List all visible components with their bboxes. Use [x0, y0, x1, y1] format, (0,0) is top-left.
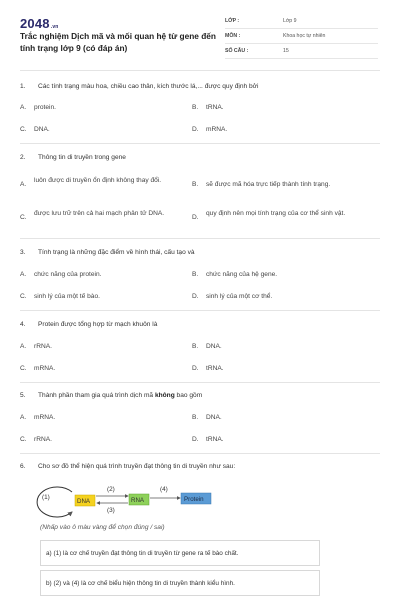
- option-a[interactable]: [20, 103, 170, 112]
- option-label: D.: [192, 365, 199, 372]
- option-b[interactable]: [192, 180, 360, 189]
- option-b[interactable]: [192, 270, 360, 279]
- meta-table: [225, 14, 378, 59]
- question-text: [20, 320, 380, 329]
- option-text: mRNA.: [34, 414, 56, 421]
- option-c[interactable]: [20, 435, 170, 444]
- question-6: [20, 462, 380, 471]
- option-d[interactable]: [192, 125, 360, 134]
- option-text: tRNA.: [206, 436, 224, 443]
- option-label: C.: [20, 365, 27, 372]
- option-label: B.: [192, 414, 199, 421]
- option-label: A.: [20, 104, 27, 111]
- question-4: [20, 320, 380, 329]
- option-label: C.: [20, 436, 27, 443]
- option-c[interactable]: [20, 364, 170, 373]
- option-label: B.: [192, 104, 199, 111]
- node-rna-label: RNA: [131, 497, 145, 504]
- option-text: sinh lý của một tế bào.: [34, 293, 100, 300]
- node-protein-label: Protein: [184, 496, 204, 503]
- meta-row-grade: [225, 14, 378, 29]
- option-b[interactable]: [192, 103, 360, 112]
- meta-row-subject: [225, 29, 378, 44]
- meta-value: Lớp 9: [283, 18, 297, 24]
- question-text: [20, 248, 380, 257]
- option-text: rRNA.: [34, 436, 52, 443]
- label-2: (2): [107, 486, 115, 493]
- statement-a[interactable]: [40, 540, 320, 566]
- question-divider: [20, 310, 380, 311]
- question-stem: Các tính trạng màu hoa, chiều cao thân, kích thước lá,... được quy định bởi: [38, 83, 259, 90]
- header-divider: [20, 70, 380, 71]
- option-text: sinh lý của một cơ thể.: [206, 293, 273, 300]
- label-3: (3): [107, 507, 115, 514]
- stem-part: bao gồm: [174, 392, 203, 399]
- option-label: D.: [192, 293, 199, 300]
- logo-main: 2048: [20, 16, 50, 31]
- option-d[interactable]: [192, 209, 360, 221]
- question-number: 4.: [20, 321, 26, 328]
- question-divider: [20, 453, 380, 454]
- genetic-flow-diagram: [20, 474, 380, 524]
- option-text: sẽ được mã hóa trực tiếp thành tính trạng.: [206, 181, 331, 188]
- option-label: B.: [192, 271, 199, 278]
- meta-value: Khoa học tự nhiên: [283, 33, 326, 39]
- stem-emphasis: không: [154, 392, 175, 399]
- option-text: DNA.: [206, 343, 222, 350]
- option-d[interactable]: [192, 292, 360, 301]
- meta-key: MÔN :: [225, 33, 241, 39]
- meta-value: 15: [283, 48, 289, 54]
- question-divider: [20, 143, 380, 144]
- question-2: [20, 153, 380, 162]
- option-a[interactable]: [20, 176, 170, 188]
- question-stem: Cho sơ đồ thể hiện quá trình truyền đạt thông tin di truyền như sau:: [38, 463, 236, 470]
- question-number: 2.: [20, 154, 26, 161]
- question-divider: [20, 382, 380, 383]
- question-text: [20, 153, 380, 162]
- option-c[interactable]: [20, 292, 170, 301]
- option-label: C.: [20, 126, 27, 133]
- option-label: B.: [192, 181, 199, 188]
- option-text: tRNA.: [206, 104, 224, 111]
- option-text: mRNA.: [206, 126, 228, 133]
- option-label: C.: [20, 293, 27, 300]
- question-3: [20, 248, 380, 257]
- option-text: chức năng của hệ gene.: [206, 271, 278, 278]
- meta-key: LỚP :: [225, 18, 240, 24]
- statement-b[interactable]: [40, 570, 320, 596]
- question-5: [20, 391, 380, 400]
- option-a[interactable]: [20, 342, 170, 351]
- option-label: A.: [20, 181, 27, 188]
- meta-key: SỐ CÂU :: [225, 48, 249, 54]
- question-text: [20, 391, 380, 400]
- question-1: [20, 82, 380, 91]
- label-4: (4): [160, 486, 168, 493]
- page-header: [0, 0, 400, 78]
- option-text: protein.: [34, 104, 56, 111]
- question-stem: Thông tin di truyền trong gene: [38, 154, 126, 161]
- option-label: D.: [192, 126, 199, 133]
- option-label: D.: [192, 436, 199, 443]
- option-c[interactable]: [20, 125, 170, 134]
- label-1: (1): [42, 494, 50, 501]
- node-dna-label: DNA: [77, 498, 91, 505]
- question-number: 5.: [20, 392, 26, 399]
- option-label: C.: [20, 214, 27, 221]
- option-text: rRNA.: [34, 343, 52, 350]
- logo-suffix: .vn: [50, 24, 59, 30]
- option-text: được lưu trữ trên cả hai mạch phân tử DNA.: [34, 210, 165, 217]
- instruction-hint: (Nhấp vào ô màu vàng để chọn đúng / sai): [40, 524, 165, 531]
- option-d[interactable]: [192, 364, 360, 373]
- question-stem: Protein được tổng hợp từ mạch khuôn là: [38, 321, 158, 328]
- option-text: quy định nên mọi tính trạng của cơ thể sinh vật.: [206, 210, 346, 217]
- question-stem: Tính trạng là những đặc điểm về hình thái, cấu tạo và: [38, 249, 195, 256]
- option-label: B.: [192, 343, 199, 350]
- option-a[interactable]: [20, 413, 170, 422]
- question-divider: [20, 238, 380, 239]
- option-d[interactable]: [192, 435, 360, 444]
- diagram-svg: [20, 474, 380, 524]
- statement-text: a) (1) là cơ chế truyền đạt thông tin di truyền từ gene ra tế bào chất.: [46, 550, 239, 557]
- option-label: A.: [20, 343, 27, 350]
- option-text: mRNA.: [34, 365, 56, 372]
- option-label: D.: [192, 214, 199, 221]
- question-number: 1.: [20, 83, 26, 90]
- option-label: A.: [20, 271, 27, 278]
- site-logo[interactable]: [20, 16, 59, 31]
- option-text: DNA.: [206, 414, 222, 421]
- stem-part: Thành phần tham gia quá trình dịch mã: [38, 392, 155, 399]
- page-title: Trắc nghiệm Dịch mã và mối quan hệ từ gene đến tính trạng lớp 9 (có đáp án): [20, 31, 216, 53]
- question-text: [20, 462, 380, 471]
- meta-row-count: [225, 44, 378, 59]
- replication-loop: [37, 487, 72, 517]
- question-stem: [38, 391, 380, 400]
- question-text: [20, 82, 380, 91]
- question-number: 6.: [20, 463, 26, 470]
- statement-text: b) (2) và (4) là cơ chế biểu hiện thông tin di truyền thành kiểu hình.: [46, 580, 235, 587]
- option-text: tRNA.: [206, 365, 224, 372]
- option-c[interactable]: [20, 209, 170, 221]
- option-text: luôn được di truyền ổn định không thay đổi.: [34, 177, 162, 184]
- option-text: DNA.: [34, 126, 50, 133]
- option-a[interactable]: [20, 270, 170, 279]
- option-b[interactable]: [192, 413, 360, 422]
- option-label: A.: [20, 414, 27, 421]
- option-text: chức năng của protein.: [34, 271, 102, 278]
- question-number: 3.: [20, 249, 26, 256]
- option-b[interactable]: [192, 342, 360, 351]
